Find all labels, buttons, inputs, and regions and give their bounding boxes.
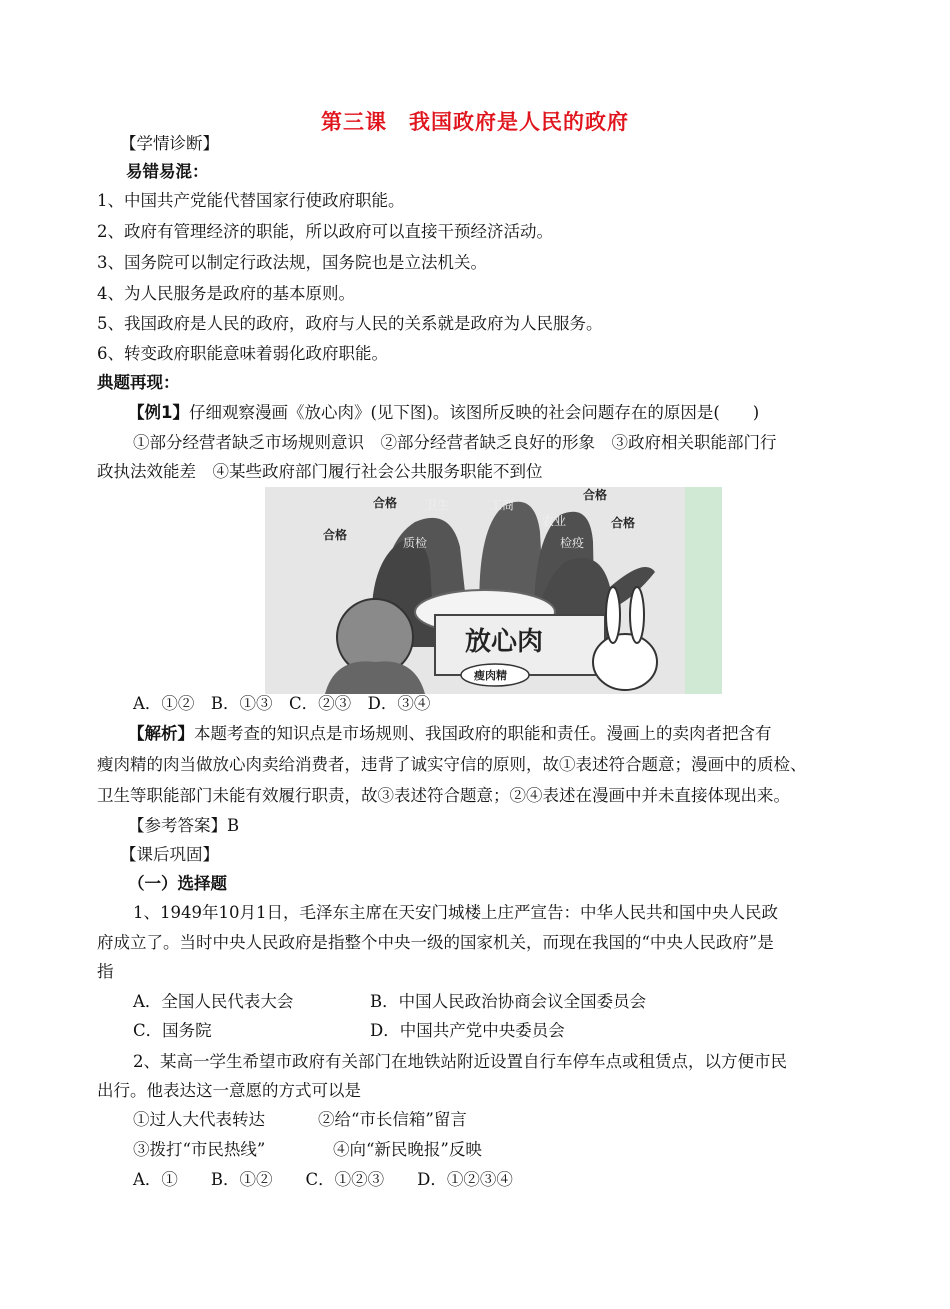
analysis-line-3: 卫生等职能部门未能有效履行职责，故③表述符合题意；②④表述在漫画中并未直接体现出来。 — [97, 786, 790, 805]
q1-line-1: 1、1949年10月1日，毛泽东主席在天安门城楼上庄严宣告：中华人民共和国中央人民政 — [133, 903, 778, 922]
agency-label-commerce: 工商 — [490, 498, 515, 512]
agency-label-quarantine: 检疫 — [560, 536, 585, 550]
error-item-2: 2、政府有管理经济的职能，所以政府可以直接干预经济活动。 — [97, 222, 553, 241]
drug-label: 瘦肉精 — [474, 669, 507, 682]
error-item-6: 6、转变政府职能意味着弱化政府职能。 — [97, 344, 388, 363]
q2-line-1: 2、某高一学生希望市政府有关部门在地铁站附近设置自行车停车点或租赁点，以方便市民 — [133, 1052, 787, 1071]
answer-line: 【参考答案】B — [128, 816, 240, 835]
q1-line-2: 府成立了。当时中央人民政府是指整个中央一级的国家机关，而现在我国的“中央人民政府”是 — [97, 933, 774, 952]
after-class-heading: 【课后巩固】 — [120, 845, 219, 864]
q1-option-c: C．国务院 — [133, 1021, 212, 1040]
example-question-line — [128, 403, 759, 423]
cartoon-svg — [265, 487, 722, 694]
analysis-text-1: 本题考查的知识点是市场规则、我国政府的职能和责任。漫画上的卖肉者把含有 — [194, 724, 772, 743]
agency-label-agriculture: 农业 — [542, 514, 567, 528]
error-heading: 易错易混： — [126, 162, 209, 181]
analysis-line-2: 瘦肉精的肉当做放心肉卖给消费者，违背了诚实守信的原则，故①表述符合题意；漫画中的质检、 — [97, 755, 807, 774]
page-title: 第三课 我国政府是人民的政府 — [321, 110, 629, 134]
stamp-label-1: 合格 — [373, 496, 398, 510]
analysis-label: 【解析】 — [128, 724, 194, 743]
q2-item-1: ①过人大代表转达 — [133, 1110, 265, 1129]
q2-item-3: ③拨打“市民热线” — [133, 1140, 266, 1159]
example-choices: A．①② B．①③ C．②③ D．③④ — [133, 694, 431, 713]
choice-heading: （一）选择题 — [128, 874, 227, 893]
rabbit-ear-left — [606, 587, 620, 643]
error-item-3: 3、国务院可以制定行政法规，国务院也是立法机关。 — [97, 253, 487, 272]
section-diagnosis: 【学情诊断】 — [120, 134, 219, 153]
typical-heading: 典题再现： — [97, 373, 180, 392]
q1-option-b: B．中国人民政治协商会议全国委员会 — [370, 992, 647, 1011]
q2-choices: A．① B．①② C．①②③ D．①②③④ — [133, 1170, 513, 1189]
error-item-4: 4、为人民服务是政府的基本原则。 — [97, 284, 355, 303]
cartoon-image — [265, 487, 722, 694]
example-options-line-2: 政执法效能差 ④某些政府部门履行社会公共服务职能不到位 — [97, 462, 543, 481]
example-options-line-1: ①部分经营者缺乏市场规则意识 ②部分经营者缺乏良好的形象 ③政府相关职能部门行 — [133, 433, 777, 452]
error-item-5: 5、我国政府是人民的政府，政府与人民的关系就是政府为人民服务。 — [97, 314, 603, 333]
stamp-label-4: 合格 — [611, 516, 636, 530]
q2-item-4: ④向“新民晚报”反映 — [333, 1140, 482, 1159]
q1-option-a: A．全国人民代表大会 — [133, 992, 294, 1011]
q1-line-3: 指 — [97, 962, 114, 981]
agency-label-hygiene: 卫生 — [425, 498, 450, 512]
agency-label-inspection: 质检 — [403, 536, 428, 550]
meat-label: 放心肉 — [465, 627, 544, 657]
stamp-label-3: 合格 — [583, 488, 608, 502]
analysis-line-1 — [128, 724, 772, 744]
error-item-1: 1、中国共产党能代替国家行使政府职能。 — [97, 191, 405, 210]
q2-line-2: 出行。他表达这一意愿的方式可以是 — [97, 1081, 361, 1100]
q2-item-2: ②给“市长信箱”留言 — [318, 1110, 467, 1129]
rabbit-head — [593, 634, 657, 690]
example-label: 【例1】 — [128, 403, 189, 422]
example-question: 仔细观察漫画《放心肉》(见下图)。该图所反映的社会问题存在的原因是( ) — [188, 403, 760, 422]
rabbit-ear-right — [630, 587, 644, 643]
stamp-label-2: 合格 — [323, 528, 348, 542]
q1-option-d: D．中国共产党中央委员会 — [370, 1021, 565, 1040]
